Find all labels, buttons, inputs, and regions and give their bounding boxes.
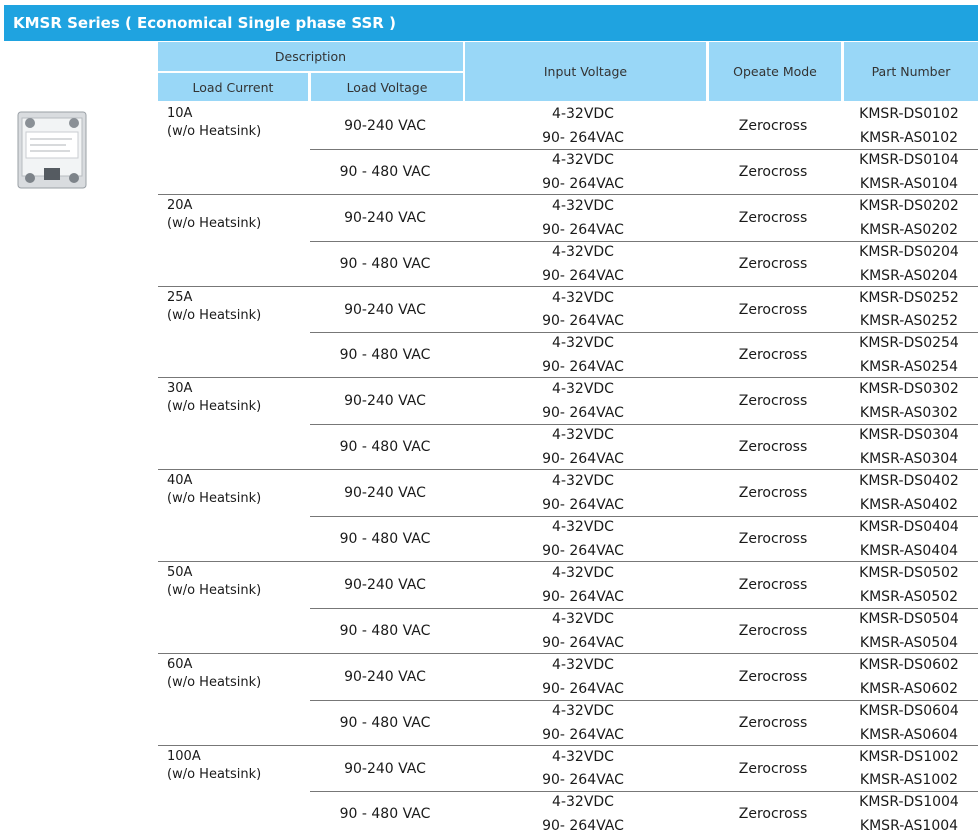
part-number-ac: KMSR-AS0104: [859, 175, 959, 192]
load-voltage-value: 90-240 VAC: [344, 209, 426, 226]
load-current-cell: [167, 289, 307, 325]
operate-mode-value: Zerocross: [738, 760, 808, 777]
load-current-value: 10A: [167, 106, 193, 121]
load-voltage-value: 90-240 VAC: [344, 393, 426, 410]
part-number-dc: KMSR-DS0402: [859, 473, 959, 490]
load-voltage-value: 90-240 VAC: [344, 576, 426, 593]
operate-mode-value: Zerocross: [738, 163, 808, 180]
part-number-dc: KMSR-DS0104: [859, 151, 959, 168]
part-number-ac: KMSR-AS0604: [859, 726, 959, 743]
part-number-dc: KMSR-DS0202: [859, 197, 959, 214]
table-row: [310, 470, 978, 516]
part-number-dc: KMSR-DS0404: [859, 519, 959, 536]
input-voltage-dc: 4-32VDC: [552, 151, 614, 168]
load-current-cell: [167, 748, 307, 784]
part-number-ac: KMSR-AS0254: [859, 359, 959, 376]
input-voltage-dc: 4-32VDC: [552, 519, 614, 536]
part-number-dc: KMSR-DS0254: [859, 335, 959, 352]
input-voltage-ac: 90- 264VAC: [542, 267, 624, 284]
input-voltage-dc: 4-32VDC: [552, 564, 614, 581]
part-number-ac: KMSR-AS0602: [859, 680, 959, 697]
part-number-ac: KMSR-AS0504: [859, 634, 959, 651]
heatsink-note: (w/o Heatsink): [167, 124, 262, 139]
description-header: Description: [158, 42, 463, 71]
table-row: [310, 746, 978, 792]
part-number-dc: KMSR-DS0602: [859, 656, 959, 673]
table-row: [310, 516, 978, 562]
input-voltage-dc: 4-32VDC: [552, 106, 614, 122]
operate-mode-value: Zerocross: [738, 117, 808, 134]
load-voltage-value: 90 - 480 VAC: [339, 347, 431, 364]
part-number-header: Part Number: [844, 42, 978, 101]
input-voltage-ac: 90- 264VAC: [542, 588, 624, 605]
input-voltage-ac: 90- 264VAC: [542, 359, 624, 376]
table-row: [310, 195, 978, 241]
load-voltage-value: 90 - 480 VAC: [339, 255, 431, 272]
part-number-ac: KMSR-AS0204: [859, 267, 959, 284]
input-voltage-ac: 90- 264VAC: [542, 405, 624, 422]
load-current-cell: [167, 105, 307, 141]
part-number-dc: KMSR-DS0252: [859, 289, 959, 306]
operate-mode-value: Zerocross: [738, 255, 808, 272]
input-voltage-ac: 90- 264VAC: [542, 221, 624, 238]
input-voltage-ac: 90- 264VAC: [542, 129, 624, 146]
heatsink-note: (w/o Heatsink): [167, 399, 262, 415]
part-number-dc: KMSR-DS0302: [859, 381, 959, 398]
heatsink-note: (w/o Heatsink): [167, 215, 262, 231]
current-group: [158, 470, 978, 562]
heatsink-note: (w/o Heatsink): [167, 766, 262, 782]
input-voltage-ac: 90- 264VAC: [542, 497, 624, 514]
input-voltage-dc: 4-32VDC: [552, 335, 614, 352]
operate-mode-value: Zerocross: [738, 531, 808, 548]
load-current-value: 30A: [167, 381, 193, 397]
part-number-dc: KMSR-DS0502: [859, 564, 959, 581]
load-current-value: 25A: [167, 289, 193, 305]
part-number-dc: KMSR-DS1002: [859, 748, 959, 765]
operate-mode-value: Zerocross: [738, 301, 808, 318]
operate-mode-value: Zerocross: [738, 806, 808, 823]
load-voltage-value: 90-240 VAC: [344, 485, 426, 502]
operate-mode-value: Zerocross: [738, 668, 808, 685]
operate-mode-value: Zerocross: [738, 347, 808, 364]
load-current-cell: [167, 197, 307, 233]
load-current-value: 40A: [167, 473, 193, 489]
current-group: [158, 654, 978, 746]
input-voltage-dc: 4-32VDC: [552, 702, 614, 719]
table-row: [310, 608, 978, 654]
load-current-value: 50A: [167, 564, 193, 580]
operate-mode-value: Zerocross: [738, 439, 808, 456]
input-voltage-ac: 90- 264VAC: [542, 818, 624, 835]
table-row: [310, 700, 978, 746]
load-current-value: 20A: [167, 197, 193, 213]
part-number-dc: KMSR-DS0204: [859, 243, 959, 260]
operate-mode-value: Zerocross: [738, 393, 808, 410]
input-voltage-ac: 90- 264VAC: [542, 726, 624, 743]
part-number-ac: KMSR-AS0252: [859, 313, 959, 330]
part-number-ac: KMSR-AS0202: [859, 221, 959, 238]
input-voltage-dc: 4-32VDC: [552, 748, 614, 765]
part-number-ac: KMSR-AS0502: [859, 588, 959, 605]
current-group: [158, 195, 978, 287]
current-group: [158, 103, 978, 195]
input-voltage-ac: 90- 264VAC: [542, 772, 624, 789]
input-voltage-dc: 4-32VDC: [552, 794, 614, 811]
input-voltage-dc: 4-32VDC: [552, 197, 614, 214]
load-voltage-header: Load Voltage: [311, 73, 463, 101]
load-voltage-value: 90 - 480 VAC: [339, 439, 431, 456]
load-voltage-value: 90-240 VAC: [344, 760, 426, 777]
table-row: [310, 149, 978, 195]
load-current-cell: [167, 656, 307, 692]
operate-mode-value: Zerocross: [738, 622, 808, 639]
heatsink-note: (w/o Heatsink): [167, 582, 262, 598]
heatsink-note: (w/o Heatsink): [167, 674, 262, 690]
table-row: [310, 332, 978, 378]
load-current-value: 100A: [167, 748, 201, 764]
heatsink-note: (w/o Heatsink): [167, 491, 262, 507]
part-number-ac: KMSR-AS0404: [859, 542, 959, 559]
table-row: [310, 241, 978, 287]
current-group: [158, 378, 978, 470]
load-voltage-value: 90 - 480 VAC: [339, 714, 431, 731]
load-voltage-value: 90 - 480 VAC: [339, 622, 431, 639]
load-current-header: Load Current: [158, 73, 308, 101]
load-voltage-value: 90-240 VAC: [344, 668, 426, 685]
input-voltage-ac: 90- 264VAC: [542, 313, 624, 330]
page-title: KMSR Series ( Economical Single phase SSR ): [4, 5, 978, 41]
load-current-cell: [167, 472, 307, 508]
heatsink-note: (w/o Heatsink): [167, 307, 262, 323]
current-group: [158, 746, 978, 837]
operate-mode-value: Zerocross: [738, 209, 808, 226]
part-number-ac: KMSR-AS0402: [859, 497, 959, 514]
input-voltage-header: Input Voltage: [465, 42, 706, 101]
operate-mode-value: Zerocross: [738, 576, 808, 593]
table-row: [310, 287, 978, 333]
input-voltage-dc: 4-32VDC: [552, 243, 614, 260]
input-voltage-dc: 4-32VDC: [552, 289, 614, 306]
current-group: [158, 287, 978, 379]
part-number-dc: KMSR-DS1004: [859, 794, 959, 811]
load-current-value: 60A: [167, 656, 193, 672]
operate-mode-value: Zerocross: [738, 485, 808, 502]
input-voltage-ac: 90- 264VAC: [542, 451, 624, 468]
current-group: [158, 562, 978, 654]
load-current-cell: [167, 380, 307, 416]
table-row: [310, 103, 978, 149]
product-table: [158, 103, 978, 837]
input-voltage-dc: 4-32VDC: [552, 656, 614, 673]
table-row: [310, 424, 978, 470]
table-row: [310, 654, 978, 700]
operate-mode-header: Opeate Mode: [709, 42, 841, 101]
part-number-ac: KMSR-AS1002: [859, 772, 959, 789]
load-current-cell: [167, 564, 307, 600]
table-row: [310, 791, 978, 837]
input-voltage-ac: 90- 264VAC: [542, 175, 624, 192]
table-row: [310, 562, 978, 608]
input-voltage-dc: 4-32VDC: [552, 473, 614, 490]
part-number-dc: KMSR-DS0102: [859, 106, 959, 122]
operate-mode-value: Zerocross: [738, 714, 808, 731]
part-number-ac: KMSR-AS0302: [859, 405, 959, 422]
load-voltage-value: 90 - 480 VAC: [339, 806, 431, 823]
part-number-dc: KMSR-DS0504: [859, 610, 959, 627]
load-voltage-value: 90-240 VAC: [344, 301, 426, 318]
part-number-ac: KMSR-AS0304: [859, 451, 959, 468]
load-voltage-value: 90 - 480 VAC: [339, 163, 431, 180]
ssr-product-image: [16, 108, 88, 192]
part-number-dc: KMSR-DS0604: [859, 702, 959, 719]
input-voltage-dc: 4-32VDC: [552, 427, 614, 444]
input-voltage-dc: 4-32VDC: [552, 381, 614, 398]
part-number-dc: KMSR-DS0304: [859, 427, 959, 444]
part-number-ac: KMSR-AS0102: [859, 129, 959, 146]
input-voltage-dc: 4-32VDC: [552, 610, 614, 627]
load-voltage-value: 90 - 480 VAC: [339, 531, 431, 548]
load-voltage-value: 90-240 VAC: [344, 117, 426, 134]
input-voltage-ac: 90- 264VAC: [542, 634, 624, 651]
input-voltage-ac: 90- 264VAC: [542, 542, 624, 559]
table-row: [310, 378, 978, 424]
part-number-ac: KMSR-AS1004: [859, 818, 959, 835]
input-voltage-ac: 90- 264VAC: [542, 680, 624, 697]
